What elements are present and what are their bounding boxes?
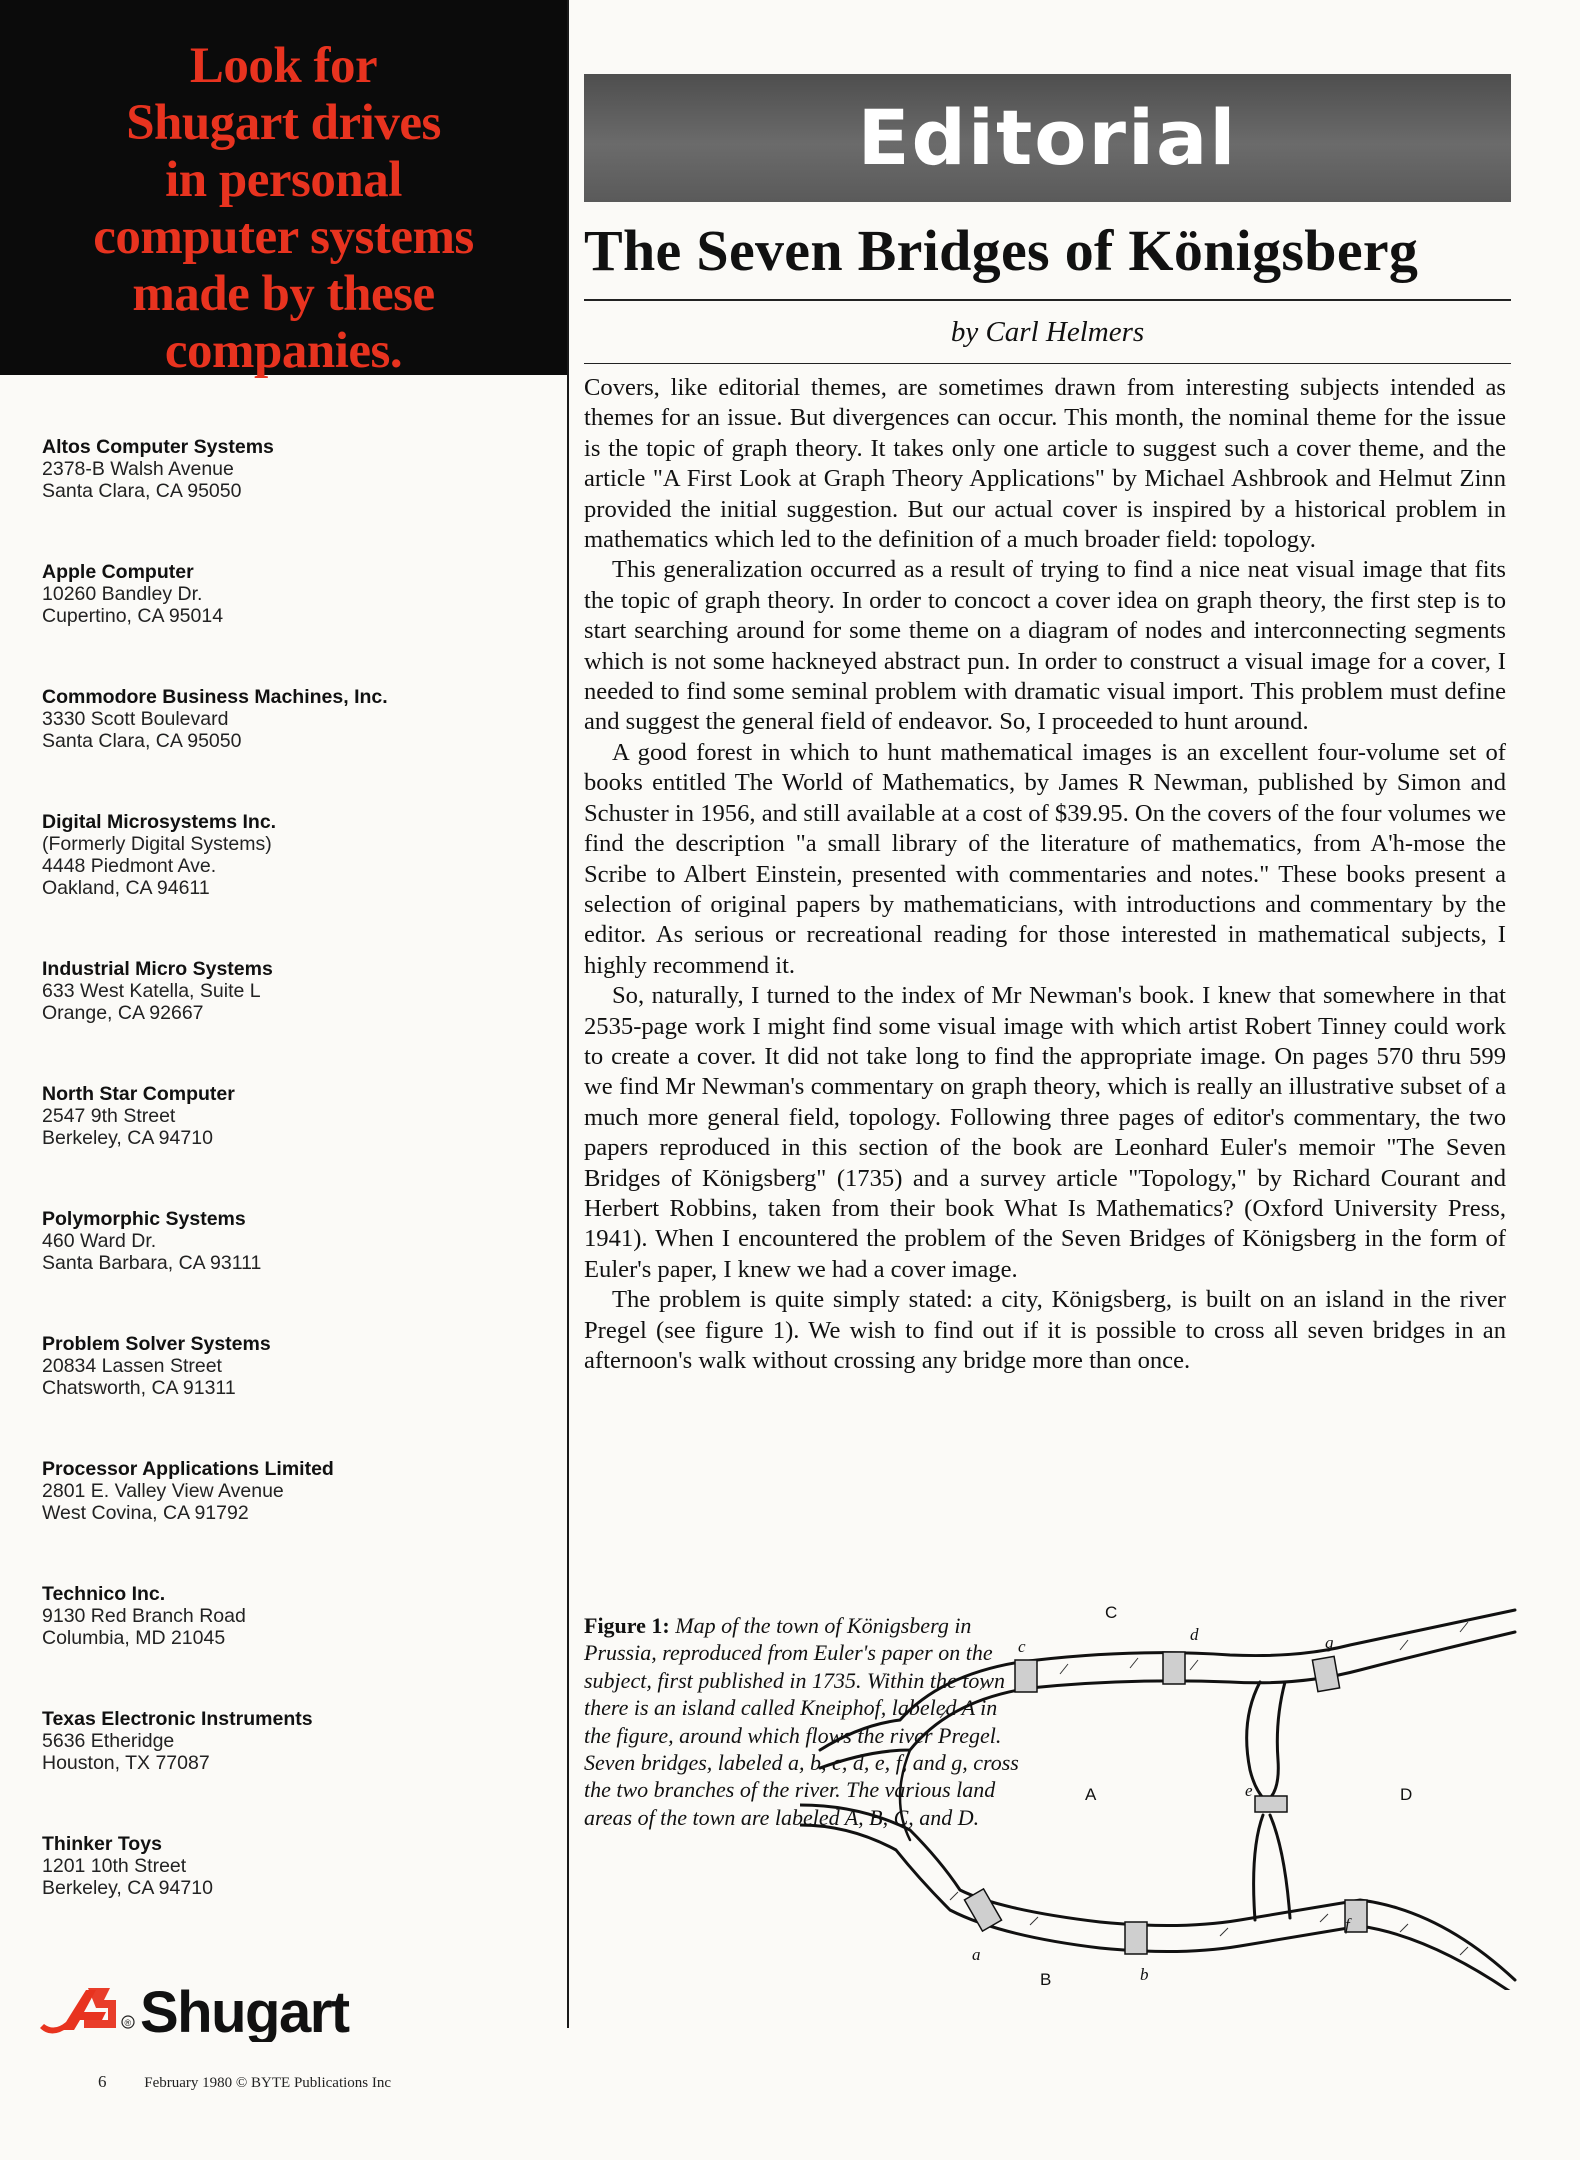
vendor-name: Technico Inc. bbox=[42, 1583, 166, 1605]
vendor-address-line: 2547 9th Street bbox=[42, 1105, 176, 1127]
vendor-address-line: 20834 Lassen Street bbox=[42, 1355, 222, 1377]
column-divider bbox=[567, 0, 569, 2028]
vendor-entry bbox=[42, 1208, 542, 1274]
logo-text: Shugart bbox=[140, 1980, 349, 2042]
vendor-address-line: Houston, TX 77087 bbox=[42, 1752, 210, 1774]
ad-headline-line: computer systems bbox=[93, 209, 474, 265]
konigsberg-map bbox=[800, 1600, 1520, 1990]
ad-headline-line: Shugart drives bbox=[126, 95, 441, 151]
ad-headline-line: made by these bbox=[132, 266, 435, 322]
vendor-address-line: Chatsworth, CA 91311 bbox=[42, 1377, 236, 1399]
vendor-name: Thinker Toys bbox=[42, 1833, 162, 1855]
bridge-label-b: b bbox=[1140, 1965, 1149, 1984]
bridge-g bbox=[1312, 1656, 1339, 1691]
land-label-D: D bbox=[1400, 1785, 1413, 1804]
land-label-B: B bbox=[1040, 1970, 1052, 1989]
vendor-entry bbox=[42, 1458, 542, 1524]
vendor-address-line: Cupertino, CA 95014 bbox=[42, 605, 224, 627]
paragraph: Covers, like editorial themes, are sometimes drawn from interesting subjects intended as themes for an issue. But divergences can occur. This month, the nominal theme for the issue is the topic of graph theory. It takes only one article to suggest such a cover theme, and the article "A First Look at Graph Theory Applications" by Michael Ashbrook and Helmut Zinn provided the initial suggestion. But our actual cover is inspired by a historical problem in mathematics which led to the definition of a much broader field: topology. bbox=[584, 374, 1506, 554]
vendor-name: Altos Computer Systems bbox=[42, 436, 274, 458]
vendor-address-line: 5636 Etheridge bbox=[42, 1730, 175, 1752]
vendor-address-line: 4448 Piedmont Ave. bbox=[42, 855, 217, 877]
vendor-address-line: 1201 10th Street bbox=[42, 1855, 187, 1877]
vendor-name: Apple Computer bbox=[42, 561, 194, 583]
vendor-entry bbox=[42, 811, 542, 899]
paragraph: The problem is quite simply stated: a city, Königsberg, is built on an island in the river Pregel (see figure 1). We wish to find out if it is possible to cross all seven bridges in an afternoon's walk without crossing any bridge more than once. bbox=[584, 1286, 1506, 1374]
vendor-entry bbox=[42, 1083, 542, 1149]
bridge-label-g: g bbox=[1325, 1633, 1334, 1652]
ad-headline bbox=[0, 38, 567, 380]
bridge-label-f: f bbox=[1345, 1915, 1350, 1934]
bridge-label-d: d bbox=[1190, 1625, 1199, 1644]
vendor-entry bbox=[42, 561, 542, 627]
vendor-name: Problem Solver Systems bbox=[42, 1333, 271, 1355]
vendor-entry bbox=[42, 1833, 542, 1899]
vendor-name: Digital Microsystems Inc. bbox=[42, 811, 277, 833]
vendor-name: Texas Electronic Instruments bbox=[42, 1708, 313, 1730]
land-label-A: A bbox=[1085, 1785, 1097, 1804]
vendor-address-line: Santa Clara, CA 95050 bbox=[42, 480, 242, 502]
article-body bbox=[584, 373, 1506, 1376]
title-rule bbox=[584, 299, 1511, 301]
vendor-address-line: Orange, CA 92667 bbox=[42, 1002, 204, 1024]
vendor-name: Processor Applications Limited bbox=[42, 1458, 334, 1480]
vendor-address-line: West Covina, CA 91792 bbox=[42, 1502, 249, 1524]
vendor-address-line: 9130 Red Branch Road bbox=[42, 1605, 246, 1627]
bridge-e bbox=[1255, 1796, 1287, 1812]
editorial-banner bbox=[584, 74, 1511, 202]
shugart-logo-icon bbox=[40, 1972, 380, 2042]
vendor-entry bbox=[42, 436, 542, 502]
vendor-address-line: 2378-B Walsh Avenue bbox=[42, 458, 234, 480]
vendor-address-line: Columbia, MD 21045 bbox=[42, 1627, 226, 1649]
page-number: 6 bbox=[98, 2072, 107, 2091]
vendor-name: Commodore Business Machines, Inc. bbox=[42, 686, 388, 708]
vendor-entry bbox=[42, 1708, 542, 1774]
byline-rule bbox=[584, 363, 1511, 364]
ad-header-block bbox=[0, 0, 567, 379]
vendor-address-line: Berkeley, CA 94710 bbox=[42, 1877, 213, 1899]
bridge-label-a: a bbox=[972, 1945, 981, 1964]
vendor-entry bbox=[42, 958, 542, 1024]
vendor-address-line: (Formerly Digital Systems) bbox=[42, 833, 272, 855]
vendor-entry bbox=[42, 1333, 542, 1399]
vendor-name: Industrial Micro Systems bbox=[42, 958, 273, 980]
vendor-address-line: Oakland, CA 94611 bbox=[42, 877, 210, 899]
vendor-list bbox=[42, 436, 542, 1958]
vendor-address-line: Berkeley, CA 94710 bbox=[42, 1127, 213, 1149]
issue-line: February 1980 © BYTE Publications Inc bbox=[144, 2075, 392, 2091]
bridge-label-c: c bbox=[1018, 1637, 1026, 1656]
byline: by Carl Helmers bbox=[950, 316, 1145, 348]
bridge-c bbox=[1015, 1660, 1037, 1692]
vendor-name: North Star Computer bbox=[42, 1083, 235, 1105]
vendor-entry bbox=[42, 686, 542, 752]
vendor-address-line: Santa Barbara, CA 93111 bbox=[42, 1252, 262, 1274]
land-label-C: C bbox=[1105, 1603, 1118, 1622]
ad-headline-line: Look for bbox=[189, 38, 378, 94]
vendor-address-line: 3330 Scott Boulevard bbox=[42, 708, 229, 730]
shugart-logo bbox=[40, 1972, 380, 2042]
paragraph: This generalization occurred as a result of trying to find a nice neat visual image that fits the topic of graph theory. In order to concoct a cover idea on graph theory, the first step is to start searching around for some theme on a diagram of nodes and interconnecting segments which is not some hackneyed abstract pun. In order to construct a visual image for a cover, I needed to find some seminal problem with dramatic visual import. This problem must define and suggest the general field of endeavor. So, I proceeded to hunt around. bbox=[584, 556, 1506, 736]
article-title: The Seven Bridges of Königsberg bbox=[584, 218, 1419, 283]
ad-headline-line: companies. bbox=[164, 323, 403, 379]
paragraph: A good forest in which to hunt mathematical images is an excellent four-volume set of books entitled The World of Mathematics, by James R Newman, published by Simon and Schuster in 1956, and still available at a cost of $39.95. On the covers of the four volumes we find the description "a small library of the literature of mathematics, from A'h-mose the Scribe to Albert Einstein, presented with commentaries and notes." These books present a selection of original papers by mathematicians, with introductions and commentary by the editor. As serious or recreational reading for those interested in mathematical subjects, I highly recommend it. bbox=[584, 738, 1506, 979]
vendor-entry bbox=[42, 1583, 542, 1649]
page-footer bbox=[98, 2072, 391, 2092]
editorial-banner-label: Editorial bbox=[857, 93, 1238, 182]
bridge-label-e: e bbox=[1245, 1781, 1253, 1800]
paragraph: So, naturally, I turned to the index of Mr Newman's book. I knew that somewhere in that 2535-page work I might find some visual image with which artist Robert Tinney could work to create a cover. It did not take long to find the appropriate image. On pages 570 thru 599 we find Mr Newman's commentary on graph theory, which is really an illustrative subset of a much more general field, topology. Following three pages of editor's commentary, the two papers reproduced in this section of the book are Leonhard Euler's memoir "The Seven Bridges of Königsberg" (1735) and a survey article "Topology," by Richard Courant and Herbert Robbins, taken from their book What Is Mathematics? (Oxford University Press, 1941). When I encountered the problem of the Seven Bridges of Königsberg in the form of Euler's paper, I knew we had a cover image. bbox=[584, 982, 1506, 1283]
vendor-address-line: Santa Clara, CA 95050 bbox=[42, 730, 242, 752]
bridge-d bbox=[1163, 1652, 1185, 1684]
figure-caption-text: Map of the town of Königsberg in Prussia, reproduced from Euler's paper on the subject, first published in 1735. Within the town there is an island called Kneiphof, labeled A in the figure, around which flows the river Pregel. Seven bridges, labeled a, b, c, d, e, f, and g, cross the two branches of the river. The various land areas of the town are labeled A, B, C, and D. bbox=[584, 1613, 1019, 1830]
figure-label: Figure 1: bbox=[584, 1613, 670, 1638]
logo-registered-mark: ® bbox=[124, 2018, 132, 2028]
vendor-address-line: 460 Ward Dr. bbox=[42, 1230, 157, 1252]
bridge-b bbox=[1125, 1922, 1147, 1954]
ad-headline-line: in personal bbox=[165, 152, 402, 208]
vendor-address-line: 10260 Bandley Dr. bbox=[42, 583, 203, 605]
vendor-address-line: 2801 E. Valley View Avenue bbox=[42, 1480, 284, 1502]
vendor-name: Polymorphic Systems bbox=[42, 1208, 246, 1230]
vendor-address-line: 633 West Katella, Suite L bbox=[42, 980, 261, 1002]
